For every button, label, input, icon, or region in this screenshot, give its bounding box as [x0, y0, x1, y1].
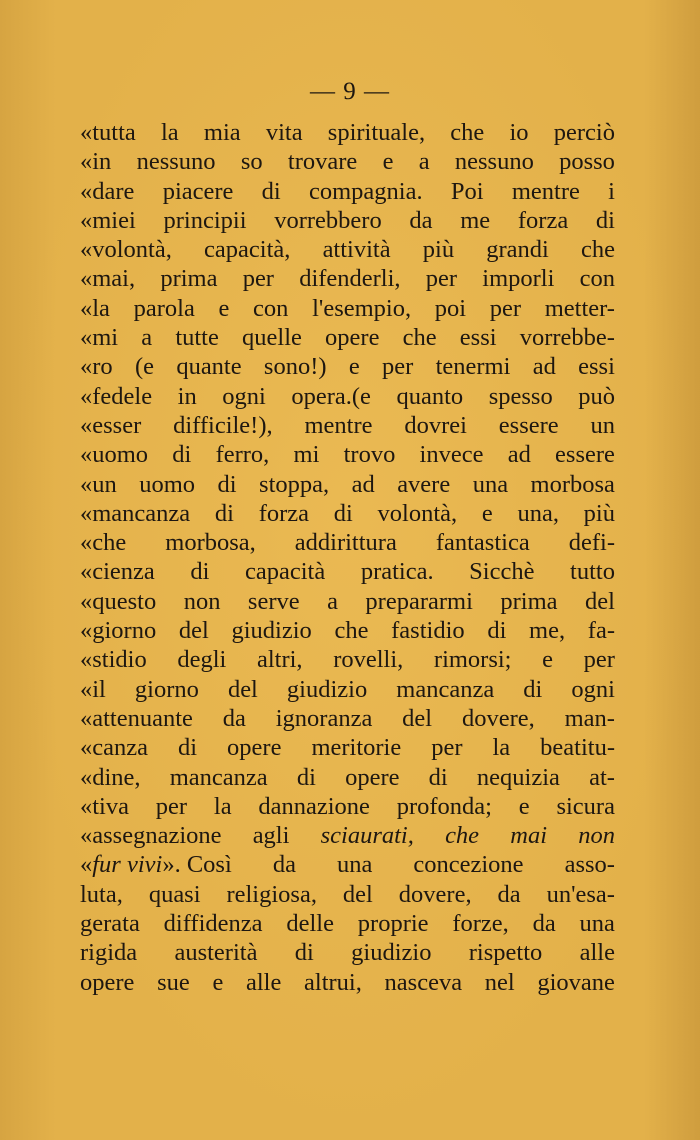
word: «la	[80, 294, 110, 322]
word: «un	[80, 470, 117, 498]
word: per	[242, 265, 274, 293]
word: quante	[176, 353, 242, 381]
word: forza	[258, 499, 310, 527]
word: nasceva	[384, 968, 463, 996]
word: un'esa-	[546, 880, 615, 908]
text-line	[80, 821, 615, 850]
word: essi	[578, 353, 615, 381]
word: del	[402, 704, 433, 732]
word: opere	[80, 968, 135, 996]
word: Poi	[450, 177, 484, 205]
word: di	[172, 441, 192, 469]
word: meritorie	[311, 734, 402, 762]
word: at-	[589, 763, 615, 791]
word: dovere,	[461, 704, 535, 732]
word: io	[509, 119, 529, 146]
word: da	[222, 704, 246, 732]
word: «tutta	[80, 119, 136, 146]
word: «assegnazione	[80, 822, 222, 850]
word: nequizia	[476, 763, 560, 791]
text-line	[80, 880, 615, 909]
word: di	[428, 763, 448, 791]
word: ferro,	[215, 441, 270, 469]
word: e	[218, 294, 230, 322]
word: e	[481, 499, 493, 527]
word: che	[402, 324, 437, 352]
word: ad	[507, 441, 531, 469]
word: giudizio	[231, 617, 312, 645]
word: che	[334, 617, 369, 645]
word: essere	[498, 411, 559, 439]
text-line	[80, 616, 615, 645]
word: ». Così	[162, 851, 232, 879]
word: imporli	[482, 265, 555, 293]
word: «esser	[80, 411, 142, 439]
word: e	[348, 353, 360, 381]
word: quelle	[242, 324, 302, 352]
word: gerata	[80, 910, 140, 938]
word: e	[382, 148, 394, 176]
word: prepararmi	[365, 587, 473, 615]
word: «che	[80, 529, 127, 557]
word: che	[450, 119, 485, 146]
word: mia	[203, 119, 241, 146]
word: opera.(e	[291, 382, 371, 410]
word: di	[190, 558, 210, 586]
text-line	[80, 675, 615, 704]
word: addirittura	[294, 529, 397, 557]
word: alle	[579, 939, 615, 967]
word: volontà,	[377, 499, 458, 527]
word: profonda;	[396, 792, 492, 820]
text-line	[80, 645, 615, 674]
word: vita	[265, 119, 303, 146]
word: ignoranza	[275, 704, 373, 732]
word: poi	[434, 294, 467, 322]
word: essi	[459, 324, 497, 352]
word: giudizio	[286, 675, 368, 703]
word: una,	[517, 499, 559, 527]
word: da	[272, 851, 296, 879]
word: mentre	[511, 177, 580, 205]
word: man-	[564, 704, 615, 732]
word: «stidio	[80, 646, 147, 674]
text-line	[80, 323, 615, 352]
text-line	[80, 909, 615, 938]
text-line	[80, 294, 615, 323]
text-line	[80, 352, 615, 381]
word: ogni	[571, 675, 615, 703]
text-line	[80, 528, 615, 557]
word: forza	[517, 206, 569, 234]
word: spirituale,	[327, 119, 426, 146]
word: alle	[245, 968, 282, 996]
word: del	[342, 880, 373, 908]
word: uomo	[139, 470, 196, 498]
word: beatitu-	[540, 734, 615, 762]
word: trovo	[343, 441, 396, 469]
word: e	[542, 646, 553, 674]
word: dovrei	[404, 411, 467, 439]
word: rimorsi;	[433, 646, 512, 674]
word: la	[213, 792, 232, 820]
word: prima	[160, 265, 218, 293]
word: «mi	[80, 324, 119, 352]
word: del	[227, 675, 258, 703]
word: prima	[500, 587, 558, 615]
word: principii	[163, 206, 247, 234]
word: rovelli,	[333, 646, 404, 674]
word: da	[409, 206, 433, 234]
word: non	[183, 587, 221, 615]
word: concezione	[413, 851, 524, 879]
word: fur vivi	[92, 851, 163, 879]
word: di	[217, 470, 237, 498]
word: «cienza	[80, 558, 155, 586]
text-line	[80, 440, 615, 469]
word: di	[177, 734, 198, 762]
word: piacere	[162, 177, 234, 205]
word: asso-	[564, 851, 615, 879]
word: «mai,	[80, 265, 136, 293]
word: forze,	[452, 910, 509, 938]
word: austerità	[174, 939, 258, 967]
word: del	[584, 587, 615, 615]
word: in	[177, 382, 197, 410]
word: dovere,	[398, 880, 472, 908]
word: fastidio	[391, 617, 465, 645]
body-text	[80, 118, 615, 997]
word: che	[580, 236, 615, 264]
word: difenderli,	[299, 265, 401, 293]
word: stoppa,	[259, 470, 330, 498]
word: parola	[133, 294, 195, 322]
word: invece	[419, 441, 484, 469]
word: per	[431, 734, 463, 762]
word: non	[578, 822, 615, 850]
word: giorno	[134, 675, 199, 703]
word: serve	[247, 587, 300, 615]
word: «questo	[80, 587, 157, 615]
word: opere	[345, 763, 400, 791]
word: giovane	[537, 968, 615, 996]
word: giudizio	[351, 939, 432, 967]
word: (e	[134, 353, 155, 381]
word: perciò	[553, 119, 615, 146]
word: difficile!),	[173, 411, 273, 439]
word: degli	[177, 646, 227, 674]
word: per	[155, 792, 188, 820]
word: fa-	[587, 617, 615, 645]
text-line	[80, 411, 615, 440]
word: l'esempio,	[312, 294, 412, 322]
word: tutte	[175, 324, 219, 352]
text-line	[80, 938, 615, 967]
word: metter-	[544, 294, 615, 322]
word: che	[445, 822, 480, 850]
word: capacità	[245, 558, 326, 586]
word: da	[532, 910, 556, 938]
word: diffidenza	[163, 910, 263, 938]
word: grandi	[486, 236, 549, 264]
word: di	[261, 177, 281, 205]
text-line	[80, 264, 615, 293]
text-line	[80, 470, 615, 499]
word: «ro	[80, 353, 113, 381]
word: di	[294, 939, 314, 967]
word: di	[487, 617, 507, 645]
word: tenermi	[435, 353, 511, 381]
word: a	[327, 587, 338, 615]
word: per	[489, 294, 522, 322]
word: con	[579, 265, 615, 293]
word: la	[161, 119, 179, 146]
word: defi-	[568, 529, 615, 557]
word: con	[253, 294, 289, 322]
word: compagnia.	[309, 177, 423, 205]
word: del	[178, 617, 209, 645]
word: mancanza	[396, 675, 495, 703]
word: «volontà,	[80, 236, 172, 264]
word: sue	[157, 968, 190, 996]
word: la	[492, 734, 511, 762]
word: nel	[484, 968, 515, 996]
word: spesso	[488, 382, 553, 410]
word: «dine,	[80, 763, 141, 791]
word: quasi	[148, 880, 201, 908]
text-line	[80, 763, 615, 792]
word: ad	[351, 470, 375, 498]
word: «attenuante	[80, 704, 193, 732]
word: trovare	[287, 148, 358, 176]
text-line	[80, 587, 615, 616]
page-number: — 9 —	[310, 78, 390, 105]
word: agli	[252, 822, 290, 850]
word: per	[583, 646, 615, 674]
text-line	[80, 147, 615, 176]
word: nessuno	[454, 148, 534, 176]
word: sono!)	[263, 353, 327, 381]
word: di	[595, 206, 615, 234]
word: vorrebbero	[274, 206, 382, 234]
word: un	[590, 411, 615, 439]
word: altri,	[256, 646, 303, 674]
word: rispetto	[468, 939, 543, 967]
word: ad	[532, 353, 556, 381]
word: di	[523, 675, 543, 703]
word: quanto	[396, 382, 464, 410]
text-line	[80, 733, 615, 762]
word: «tiva	[80, 792, 129, 820]
word: luta,	[80, 880, 123, 908]
word: e	[518, 792, 530, 820]
word: sicura	[556, 792, 615, 820]
text-line	[80, 118, 615, 147]
word: mi	[293, 441, 320, 469]
word: vorrebbe-	[519, 324, 615, 352]
word: «miei	[80, 206, 136, 234]
word: rigida	[80, 939, 138, 967]
word: dannazione	[258, 792, 370, 820]
word: avere	[397, 470, 451, 498]
word: a	[418, 148, 430, 176]
word: «	[80, 851, 93, 879]
word: «fedele	[80, 382, 153, 410]
word: so	[240, 148, 263, 176]
word: sciaurati,	[320, 822, 414, 850]
word: può	[578, 382, 615, 410]
word: proprie	[357, 910, 429, 938]
word: tutto	[570, 558, 615, 586]
word-group	[80, 850, 232, 879]
word: «uomo	[80, 441, 149, 469]
word: posso	[559, 148, 615, 176]
word: religiosa,	[226, 880, 317, 908]
text-line	[80, 206, 615, 235]
word: una	[579, 910, 615, 938]
word: opere	[227, 734, 282, 762]
word: morbosa,	[165, 529, 256, 557]
word: Sicchè	[469, 558, 535, 586]
word: me,	[529, 617, 566, 645]
text-line	[80, 850, 615, 879]
text-line	[80, 177, 615, 206]
word: per	[382, 353, 414, 381]
word: da	[497, 880, 521, 908]
word: capacità,	[204, 236, 291, 264]
word: per	[425, 265, 458, 293]
word: mai	[510, 822, 547, 850]
word: i	[608, 177, 615, 205]
text-line	[80, 704, 615, 733]
word: di	[333, 499, 353, 527]
text-line	[80, 792, 615, 821]
word: morbosa	[530, 470, 615, 498]
word: me	[460, 206, 491, 234]
word: altrui,	[304, 968, 362, 996]
word: più	[583, 499, 615, 527]
text-line	[80, 382, 615, 411]
text-line	[80, 235, 615, 264]
word: «in	[80, 148, 112, 176]
word: essere	[555, 441, 615, 469]
word: fantastica	[435, 529, 530, 557]
text-line	[80, 557, 615, 586]
word: e	[212, 968, 224, 996]
word: «dare	[80, 177, 135, 205]
word: a	[141, 324, 153, 352]
word: più	[422, 236, 455, 264]
word: una	[472, 470, 509, 498]
word: «il	[80, 675, 106, 703]
word: attività	[322, 236, 391, 264]
word: mancanza	[169, 763, 268, 791]
word: «giorno	[80, 617, 157, 645]
word: «mancanza	[80, 499, 191, 527]
word: delle	[286, 910, 334, 938]
word: di	[296, 763, 316, 791]
word: mentre	[304, 411, 373, 439]
text-line	[80, 499, 615, 528]
word: opere	[325, 324, 380, 352]
text-line	[80, 968, 615, 997]
word: ogni	[222, 382, 266, 410]
word: una	[336, 851, 373, 879]
word: «canza	[80, 734, 148, 762]
word: nessuno	[136, 148, 216, 176]
word: di	[214, 499, 234, 527]
word: pratica.	[360, 558, 434, 586]
